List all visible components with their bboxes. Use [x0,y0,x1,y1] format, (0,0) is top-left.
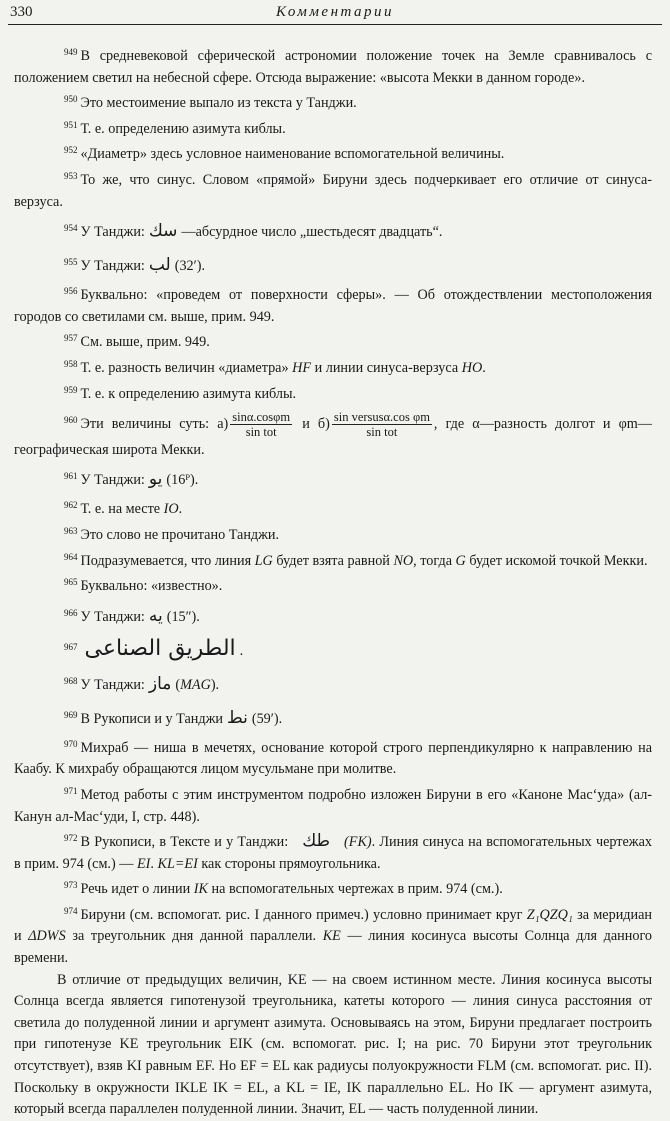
note-number: 962 [64,500,78,511]
note-961 [14,461,652,495]
note-text: на вспомогательных чертежах в прим. 974 (см.). [211,881,503,898]
note-number: 953 [64,170,78,181]
arabic-numeral: يو [148,469,163,490]
note-967 [14,632,652,666]
closing-paragraph: В отличие от предыдущих величин, KE — на своем истинном месте. Линия косинуса высоты Солнца всегда является гипотенузой треугольника, катеты которого — линия синуса расстояния от светила до полуденной линии и аргумент азимута. Основываясь на этом, Бируни предлагает построить при гипотенузе KE треугольник EIK (см. вспомогат. рис. I; на рис. 70 Бируни этот треугольник отсутствует), взяв KI равным EF. Но EF = EL как радиусы полуокружности FLM (см. вспомогат. рис. II). Поскольку в окружности IKLE IK = EL, а KL = IE, IK параллельно EL. Но IK — аргумент азимута, который всегда параллелен полуденной линии. Значит, EL — часть полуденной линии. [14,971,652,1118]
note-956 [14,281,652,328]
arabic-numeral: طك [302,831,331,852]
note-957 [14,328,652,354]
note-963 [14,521,652,547]
arabic-numeral: نط [226,707,248,728]
note-number: 974 [64,905,78,916]
note-text: за треугольник дня данной параллели. [72,928,317,945]
formula-b-denominator: sin tot [366,425,398,440]
note-text: , где α—разность долгот и φm—географическая широта Мекки. [14,416,652,459]
arabic-phrase: الطريق الصناعى [84,635,236,661]
note-text: Это слово не прочитано Танджи. [80,526,280,543]
arabic-numeral: يه [148,605,163,626]
formula-b-numerator: sin versusα.cos φm [333,410,430,425]
note-text: Т. е. разность величин «диаметра» [80,359,289,376]
note-number: 960 [64,415,78,426]
note-text: То же, что синус. Словом «прямой» Бируни здесь подчеркивает его отличие от синуса-верзуса. [14,171,652,210]
note-949 [14,42,652,89]
note-number: 970 [64,738,78,749]
note-number: 956 [64,286,78,297]
note-text: как стороны прямоугольника. [201,855,381,872]
note-969 [14,700,652,734]
note-text: У Танджи: [80,472,145,489]
note-text: У Танджи: [80,608,145,625]
note-text: (32′). [174,258,206,275]
line-label: KE [322,928,341,945]
line-label: (FK) [344,834,372,851]
note-960 [14,409,652,461]
note-text: Т. е. определению азимута киблы. [80,120,286,137]
line-label: IK [193,881,208,898]
page-number: 330 [10,4,33,20]
note-text: —абсурдное число „шестьдесят двадцать“. [181,224,443,241]
note-951 [14,115,652,141]
circle-label: Z₁QZQ₁ [526,906,573,923]
line-label: LG [254,552,273,569]
arabic-numeral: سك [148,221,178,242]
note-text: (16ᴾ). [166,472,199,489]
note-text: и линии синуса-верзуса [314,359,459,376]
note-text: Буквально: «известно». [80,578,223,595]
formula-a [230,410,292,439]
note-962 [14,495,652,521]
formula-b [332,410,432,439]
note-text: В Рукописи и у Танджи [80,710,223,727]
note-974 [14,901,652,970]
note-text: . [178,501,183,518]
commentary-body [14,42,652,1121]
note-953 [14,166,652,213]
note-text: Эти величины суть: а) [80,416,229,433]
line-label: HF [292,359,312,376]
note-text: и б) [302,416,330,433]
note-number: 958 [64,358,78,369]
note-number: 965 [64,577,78,588]
triangle-label: ΔDWS [28,928,66,945]
note-number: 949 [64,47,78,57]
note-text: Бируни (см. вспомогат. рис. I данного примеч.) условно принимает круг [80,906,523,923]
note-text: Михраб — ниша в мечетях, основание которой строго перпендикулярно к направлению на Каабу. К михрабу обращаются лицом мусульмане при молитве. [14,739,652,778]
note-number: 964 [64,551,78,562]
note-968: $^{968}$ У Танджи: ماز (MAG). [64,673,220,694]
note-text: . [482,359,486,376]
note-952 [14,140,652,166]
note-text: будет взята равной [276,552,390,569]
point-label: G [455,552,466,569]
note-959 [14,380,652,406]
note-number: 951 [64,119,78,130]
line-label: MAG [180,676,211,693]
note-text: (15″). [166,608,200,625]
line-label: NO [393,552,414,569]
note-text: В средневековой сферической астрономии положение точек на Земле сравнивалось с положением светил на небесной сфере. Отсюда выражение: «высота Мекки в данном городе». [14,48,652,86]
note-text: за меридиан и [14,906,652,945]
arabic-numeral: ماز [148,673,172,694]
note-954 [14,213,652,247]
note-965 [14,572,652,598]
note-number: 950 [64,94,78,105]
note-text: Метод работы с этим инструментом подробно изложен Бируни в его «Каноне Мас‘уда» (ал-Канун ал-Мас‘уди, I, стр. 448). [14,786,652,825]
note-text: будет искомой точкой Мекки. [469,552,648,569]
note-964 [14,547,652,573]
page-header [8,2,662,25]
note-number: 955 [64,257,78,268]
note-966 [14,598,652,632]
note-number: 957 [64,333,78,344]
note-text: «Диаметр» здесь условное наименование вспомогательной величины. [80,146,505,163]
note-text: . [150,855,154,872]
note-number: 968 [64,675,78,686]
note-950 [14,89,652,115]
note-number: 954 [64,223,78,234]
arabic-numeral: لب [148,255,171,276]
note-text: Т. е. к определению азимута киблы. [80,385,297,402]
line-label: HO [461,359,483,376]
note-text: У Танджи: [80,224,145,241]
note-text: (59′). [251,710,283,727]
note-text: . [239,642,244,659]
note-955 [14,247,652,281]
note-text: . Линия синуса на вспомогательных чертежах в прим. 974 (см.) — [14,834,652,872]
note-text: См. выше, прим. 949. [80,334,210,351]
note-number: 969 [64,709,78,720]
note-text: Это местоимение выпало из текста у Танджи. [80,95,357,112]
note-number: 959 [64,384,78,395]
note-text: Буквально: «проведем от поверхности сферы». — Об отождествлении местоположения городов со светилами см. выше, прим. 949. [14,287,652,325]
formula-a-numerator: sinα.cosφm [232,410,291,425]
note-text: У Танджи: [80,258,145,275]
note-number: 967 [64,641,78,652]
note-text: У Танджи: [80,676,145,693]
note-973 [14,875,652,901]
note-text: Речь идет о линии [80,881,191,898]
formula-a-denominator: sin tot [245,425,277,440]
line-label: KL=EI [157,855,198,872]
note-958 [14,354,652,380]
note-971 [14,781,652,828]
note-number: 972 [64,833,78,844]
note-number: 952 [64,145,78,156]
note-970 [14,734,652,781]
note-972 [14,828,652,875]
note-number: 963 [64,525,78,536]
note-text: Подразумевается, что линия [80,552,252,569]
line-label: EI [136,855,151,872]
note-number: 971 [64,785,78,796]
note-text: , тогда [413,552,452,569]
note-number: 966 [64,607,78,618]
note-text: В Рукописи, в Тексте и у Танджи: [80,834,289,851]
line-label: IO [163,501,179,518]
note-text: — линия косинуса высоты Солнца для данного времени. [14,928,653,967]
running-title: Комментарии [275,4,395,20]
note-number: 973 [64,880,78,891]
note-text: Т. е. на месте [80,501,161,518]
note-number: 961 [64,471,78,482]
